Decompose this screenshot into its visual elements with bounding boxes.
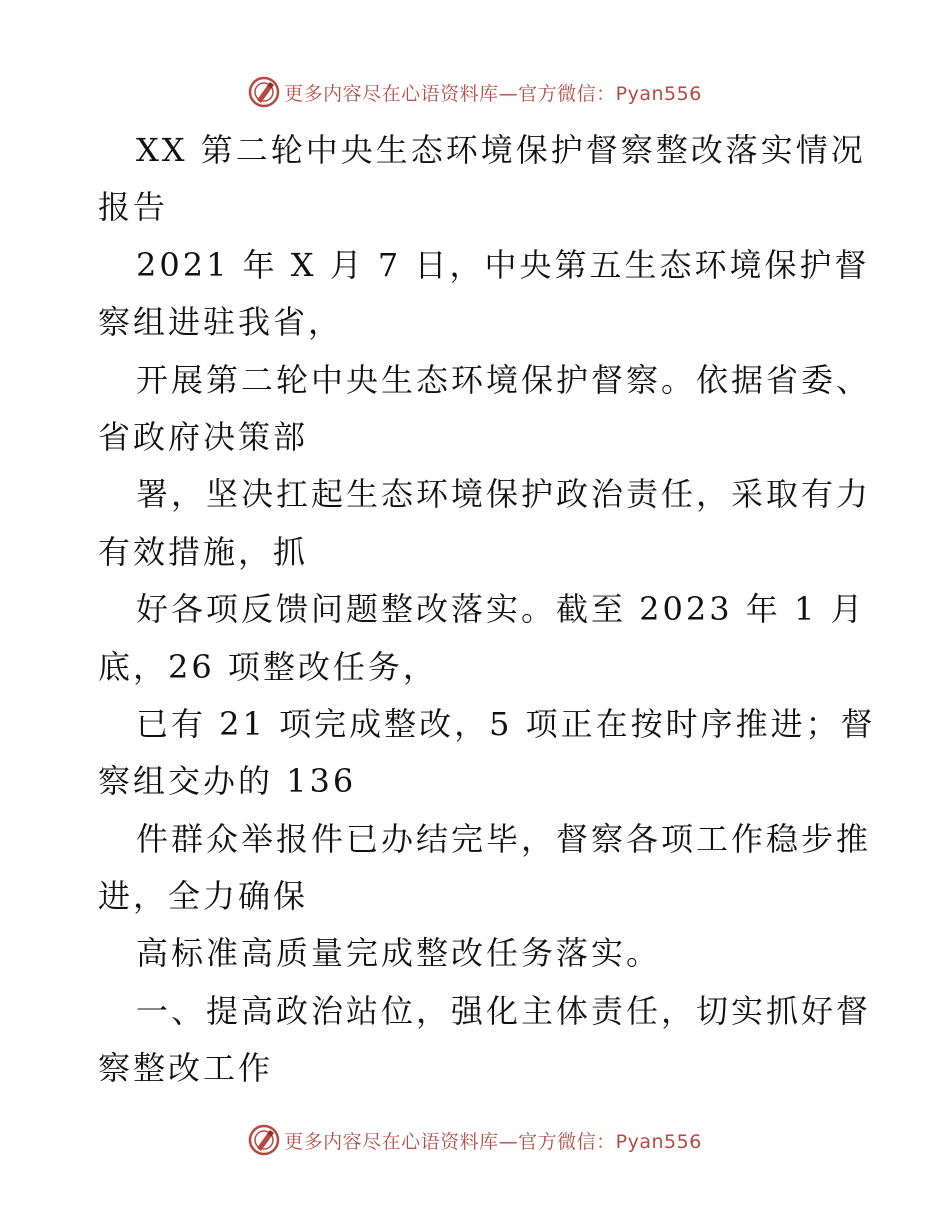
document-title-line-1: XX 第二轮中央生态环境保护督察整改落实情况 bbox=[136, 131, 866, 169]
paragraph-line: 底，26 项整改任务， bbox=[98, 647, 438, 686]
paragraph-line: 署，坚决扛起生态环境保护政治责任，采取有力 bbox=[136, 475, 872, 514]
pen-nib-logo-icon bbox=[248, 76, 280, 108]
paragraph-line: 2021 年 X 月 7 日，中央第五生态环境保护督 bbox=[136, 245, 870, 284]
paragraph-line: 开展第二轮中央生态环境保护督察。依据省委、 bbox=[136, 360, 872, 399]
paragraph-line: 已有 21 项完成整改，5 项正在按时序推进；督 bbox=[136, 704, 876, 743]
paragraph-line: 进，全力确保 bbox=[98, 877, 309, 916]
header-banner bbox=[0, 72, 950, 112]
paragraph-line: 察组交办的 136 bbox=[98, 762, 357, 801]
banner-text: 更多内容尽在心语资料库—官方微信：Pyan556 bbox=[284, 82, 702, 105]
paragraph-line: 件群众举报件已办结完毕，督察各项工作稳步推 bbox=[136, 819, 872, 858]
paragraph-line: 高标准高质量完成整改任务落实。 bbox=[136, 934, 662, 973]
paragraph-line: 省政府决策部 bbox=[98, 417, 309, 456]
document-body bbox=[98, 122, 876, 1098]
footer-banner bbox=[0, 1120, 950, 1160]
paragraph-line: 有效措施，抓 bbox=[98, 532, 309, 571]
paragraph-line: 好各项反馈问题整改落实。截至 2023 年 1 月 bbox=[136, 590, 866, 629]
banner-text: 更多内容尽在心语资料库—官方微信：Pyan556 bbox=[284, 1130, 702, 1153]
paragraph-line: 察组进驻我省， bbox=[98, 303, 344, 342]
section-heading-line: 一、提高政治站位，强化主体责任，切实抓好督 bbox=[136, 991, 872, 1030]
pen-nib-logo-icon bbox=[248, 1124, 280, 1156]
section-heading-line: 察整改工作 bbox=[98, 1049, 274, 1088]
document-title-line-2: 报告 bbox=[98, 188, 169, 227]
